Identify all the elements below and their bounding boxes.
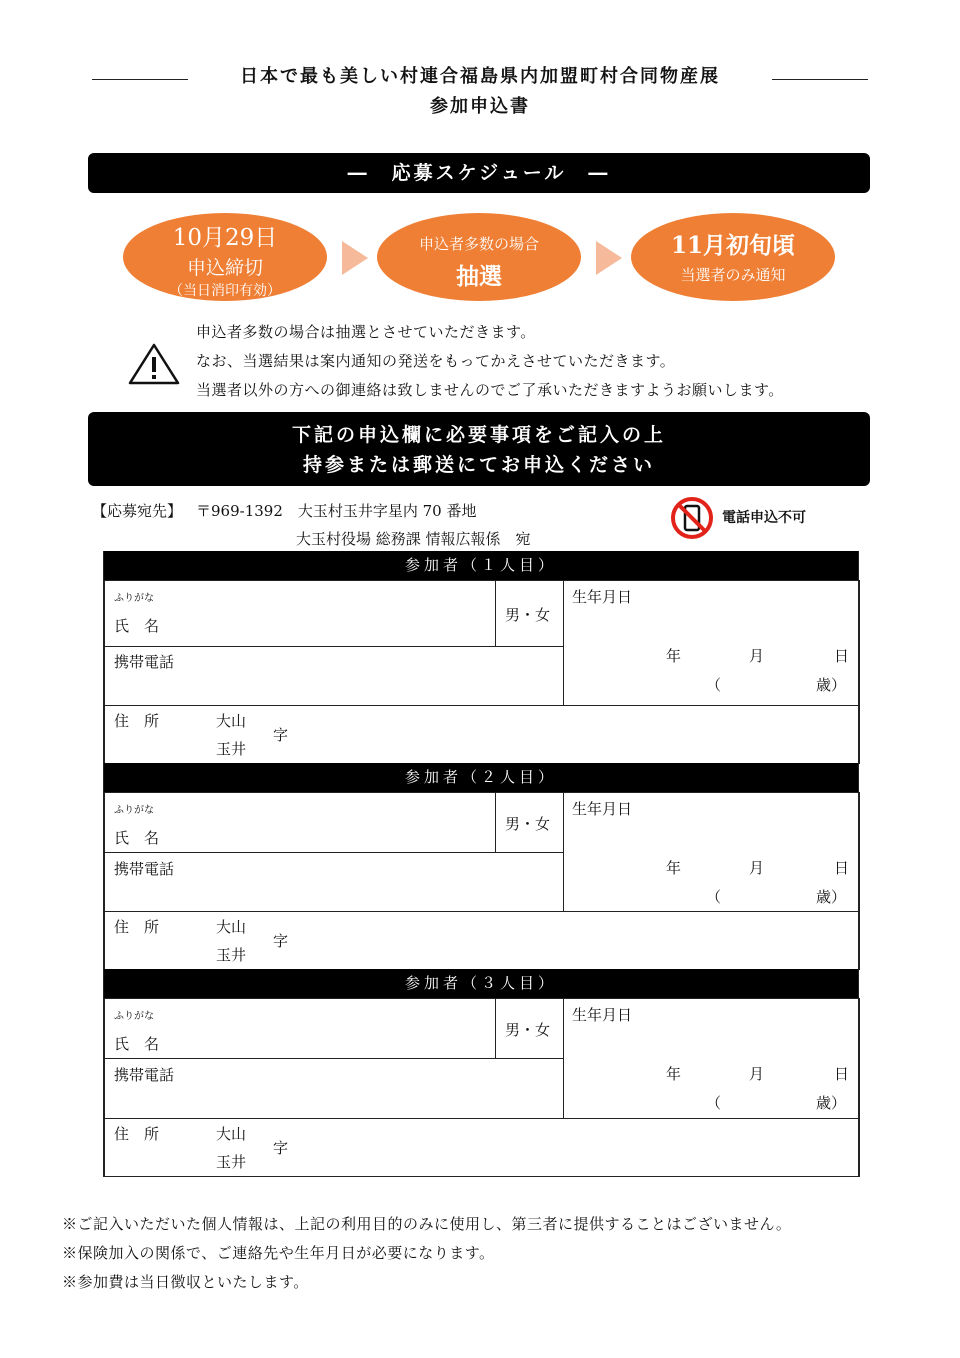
furigana-label: ふりがな [114,805,154,816]
schedule-heading: ― 応募スケジュール ― [88,153,870,193]
aza-label: 字 [273,932,289,950]
instruction-line1: 下記の申込欄に必要事項をご記入の上 [291,424,666,446]
page-title: 日本で最も美しい村連合福島県内加盟町村合同物産展 [240,66,720,87]
birthdate-label: 生年月日 [572,1006,633,1024]
participant-form-2 [103,763,859,970]
birthdate-label: 生年月日 [572,800,633,818]
name-label: 氏 名 [114,1035,160,1053]
no-phone-label: 電話申込不可 [722,510,806,526]
participant-form-3 [103,969,859,1177]
name-label: 氏 名 [114,617,160,635]
furigana-label: ふりがな [114,593,154,604]
day-label: 日 [834,859,850,877]
lottery-condition: 申込者多数の場合 [418,235,539,253]
district-oyama: 大山 [216,712,247,730]
district-oyama: 大山 [216,918,247,936]
district-tamai: 玉井 [216,740,247,758]
destination-label: 【応募宛先】 [92,502,183,520]
address-label: 住 所 [114,712,160,730]
district-tamai: 玉井 [216,946,247,964]
year-label: 年 [666,647,682,665]
phone-label: 携帯電話 [114,1066,175,1084]
deadline-date: 10月29日 [172,225,278,251]
gender-label: 男・女 [505,1021,551,1039]
no-phone-icon [670,496,714,540]
schedule-step-notify [631,213,835,301]
day-label: 日 [834,1065,850,1083]
district-oyama: 大山 [216,1125,247,1143]
page-subtitle: 参加申込書 [430,96,530,117]
footnote: ※参加費は当日徴収といたします。 [62,1273,309,1291]
age-close: 歳） [816,676,847,694]
lottery-label: 抽選 [456,263,502,290]
deadline-note: （当日消印有効） [169,283,281,299]
name-field[interactable] [104,998,496,1059]
aza-label: 字 [273,726,289,744]
arrow-icon [596,241,622,275]
phone-label: 携帯電話 [114,653,175,671]
address-label: 住 所 [114,1125,160,1143]
name-field[interactable] [104,792,496,853]
phone-label: 携帯電話 [114,860,175,878]
year-label: 年 [666,1065,682,1083]
day-label: 日 [834,647,850,665]
instruction-banner [88,412,870,486]
gender-label: 男・女 [505,606,551,624]
notice-line: 当選者以外の方への御連絡は致しませんのでご了承いただきますようお願いします。 [196,381,784,399]
age-close: 歳） [816,1094,847,1112]
age-close: 歳） [816,888,847,906]
birthdate-label: 生年月日 [572,588,633,606]
name-field[interactable] [104,580,496,647]
participant-heading: 参加者（２人目） [104,763,858,792]
aza-label: 字 [273,1139,289,1157]
deadline-label: 申込締切 [186,257,263,279]
notice-line: なお、当選結果は案内通知の発送をもってかえさせていただきます。 [196,352,676,370]
footnote: ※ご記入いただいた個人情報は、上記の利用目的のみに使用し、第三者に提供することはございません。 [62,1215,792,1233]
notify-label: 当選者のみ通知 [680,266,786,284]
month-label: 月 [749,647,765,665]
warning-icon [128,343,180,385]
gender-label: 男・女 [505,815,551,833]
year-label: 年 [666,859,682,877]
furigana-label: ふりがな [114,1011,154,1022]
participant-heading: 参加者（１人目） [104,551,858,580]
month-label: 月 [749,859,765,877]
notice-text [196,318,784,405]
schedule-step-deadline [123,213,327,301]
notice-line: 申込者多数の場合は抽選とさせていただきます。 [196,323,536,341]
footnotes [62,1210,791,1297]
instruction-line2: 持参または郵送にてお申込ください [302,454,655,476]
notify-date: 11月初旬頃 [670,232,795,259]
age-open: （ [706,1094,722,1112]
age-open: （ [706,676,722,694]
destination-office: 大玉村役場 総務課 情報広報係 宛 [296,530,531,548]
age-open: （ [706,888,722,906]
name-label: 氏 名 [114,829,160,847]
destination-postal: 〒969-1392 大玉村玉井字星内 70 番地 [196,502,477,520]
address-label: 住 所 [114,918,160,936]
participant-form-1 [103,551,859,764]
schedule-step-lottery [377,213,581,301]
arrow-icon [342,241,368,275]
month-label: 月 [749,1065,765,1083]
participant-heading: 参加者（３人目） [104,969,858,998]
footnote: ※保険加入の関係で、ご連絡先や生年月日が必要になります。 [62,1244,495,1262]
district-tamai: 玉井 [216,1153,247,1171]
